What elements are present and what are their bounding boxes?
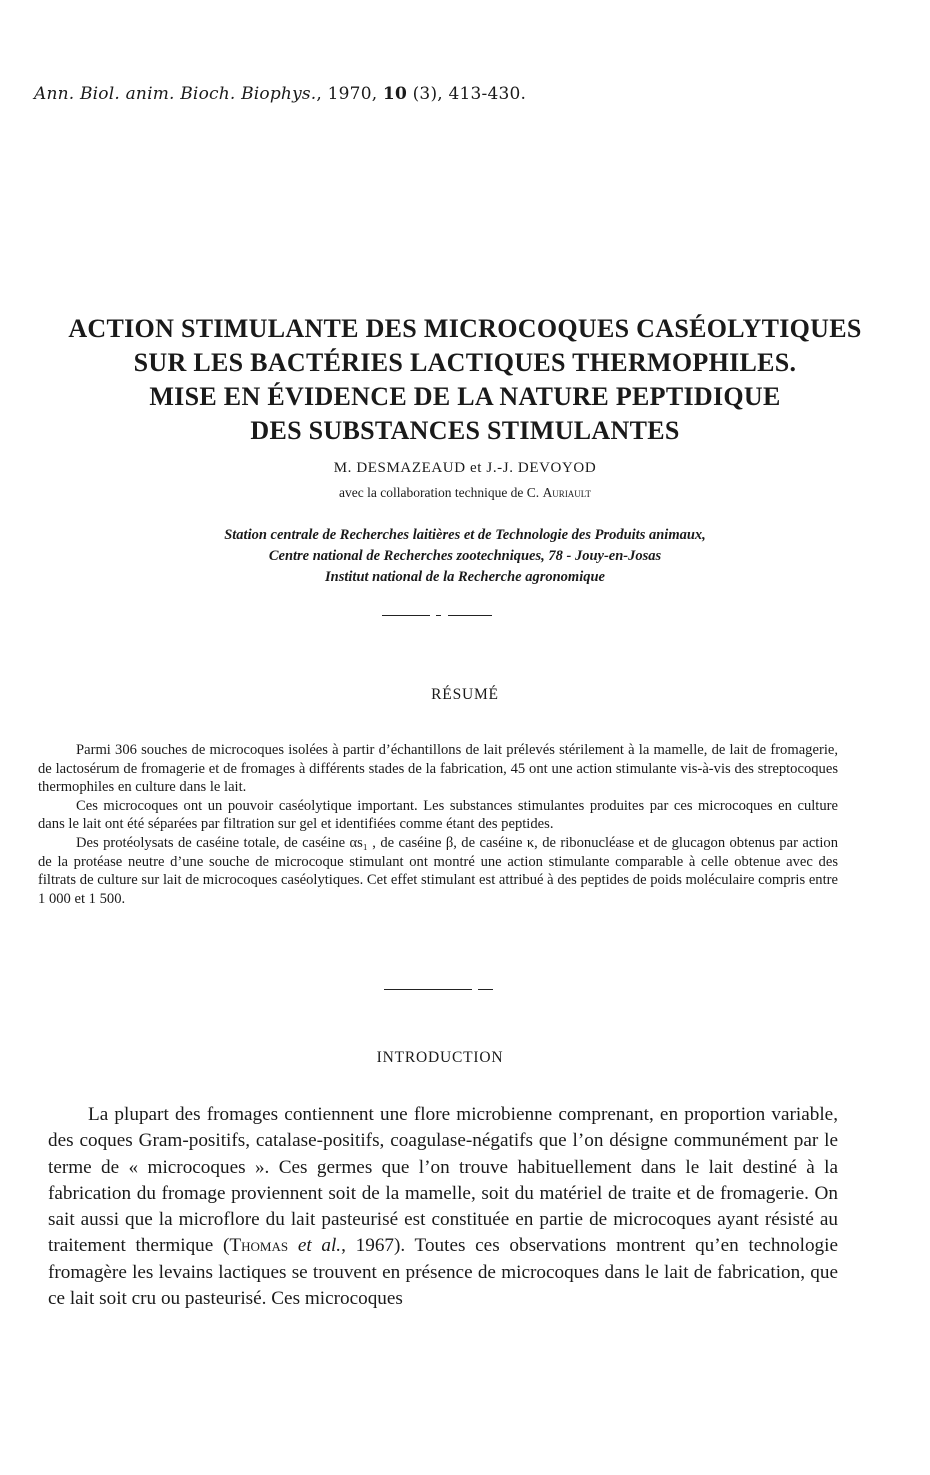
introduction-heading: INTRODUCTION bbox=[376, 1049, 504, 1066]
title-line: MISE EN ÉVIDENCE DE LA NATURE PEPTIDIQUE bbox=[149, 382, 781, 411]
paper-title bbox=[0, 312, 930, 448]
affiliation-line: Station centrale de Recherches laitières et de Technologie des Produits animaux, bbox=[224, 527, 706, 543]
separator-rule bbox=[384, 989, 472, 990]
intro-text: La plupart des fromages contiennent une flore microbienne comprenant, en proportion variable, des coques Gram-positifs, catalase-positifs, coagulase-négatifs que l’on désigne communément par le terme de « microcoques ». Ces germes que l’on trouve habituellement dans le lait destiné à la fabrication du fromage proviennent soit de la mamelle, soit du matériel de traite et de fromagerie. On sait aussi que la microflore du lait pasteurisé est constituée en partie de microcoques ayant résisté au traitement thermique ( bbox=[48, 1104, 838, 1257]
introduction-paragraph bbox=[48, 1102, 838, 1312]
affiliation bbox=[0, 525, 930, 588]
affiliation-line: Institut national de la Recherche agronomique bbox=[325, 569, 605, 585]
journal-name: Ann. Biol. anim. Bioch. Biophys. bbox=[34, 84, 317, 104]
journal-year: 1970, bbox=[327, 84, 378, 104]
intro-citation-author: Thomas bbox=[229, 1235, 289, 1257]
intro-citation-etal: et al. bbox=[297, 1235, 342, 1257]
journal-citation: Ann. Biol. anim. Bioch. Biophys., 1970, 10 (3), 413-430. bbox=[34, 84, 527, 104]
abstract-paragraph: Parmi 306 souches de microcoques isolées à partir d’échantillons de lait prélevés stérilement à la mamelle, de lait de fromagerie, de lactosérum de fromagerie et de fromages à différents stades de la fabrication, 45 ont une action stimulante vis-à-vis des streptocoques thermophiles en culture dans le lait. bbox=[38, 742, 838, 796]
introduction-body bbox=[48, 1102, 838, 1312]
separator-rule bbox=[436, 615, 441, 616]
intro-text: , 1967). Toutes ces observations montrent qu’en technologie fromagère les levains lactiques se trouvent en présence de microcoques dans le lait de fabrication, que ce lait soit cru ou pasteurisé. Ces microcoques bbox=[48, 1235, 838, 1310]
journal-volume: 10 bbox=[382, 84, 407, 104]
separator-rule bbox=[478, 989, 493, 990]
abstract-paragraph: Ces microcoques ont un pouvoir caséolytique important. Les substances stimulantes produites par ces microcoques en culture dans le lait ont été séparées par filtration sur gel et identifiées comme étant des peptides. bbox=[38, 797, 838, 833]
separator-rule bbox=[448, 615, 492, 616]
collaboration-name: Auriault bbox=[542, 485, 591, 500]
abstract-paragraph: Des protéolysats de caséine totale, de caséine αs₁ , de caséine β, de caséine κ, de ribonucléase et de glucagon obtenus par action de la protéase neutre d’une souche de microcoque stimulant ont montré une action stimulante comparable à celle obtenue avec des filtrats de culture sur lait de microcoques caséolytiques. Cet effet stimulant est attribué à des peptides de poids moléculaire compris entre 1 000 et 1 500. bbox=[38, 834, 838, 907]
journal-pages: (3), 413-430. bbox=[412, 84, 527, 104]
affiliation-line: Centre national de Recherches zootechniques, 78 - Jouy-en-Josas bbox=[268, 548, 662, 564]
collaboration-prefix: avec la collaboration technique de C. bbox=[339, 485, 540, 500]
title-line: ACTION STIMULANTE DES MICROCOQUES CASÉOLYTIQUES bbox=[68, 314, 862, 343]
authors: M. DESMAZEAUD et J.-J. DEVOYOD bbox=[333, 460, 597, 476]
abstract bbox=[38, 741, 838, 908]
separator-rule bbox=[382, 615, 430, 616]
collaboration-note bbox=[0, 485, 930, 501]
title-line: SUR LES BACTÉRIES LACTIQUES THERMOPHILES. bbox=[133, 348, 797, 377]
title-line: DES SUBSTANCES STIMULANTES bbox=[250, 416, 680, 445]
resume-heading: RÉSUMÉ bbox=[431, 686, 499, 703]
